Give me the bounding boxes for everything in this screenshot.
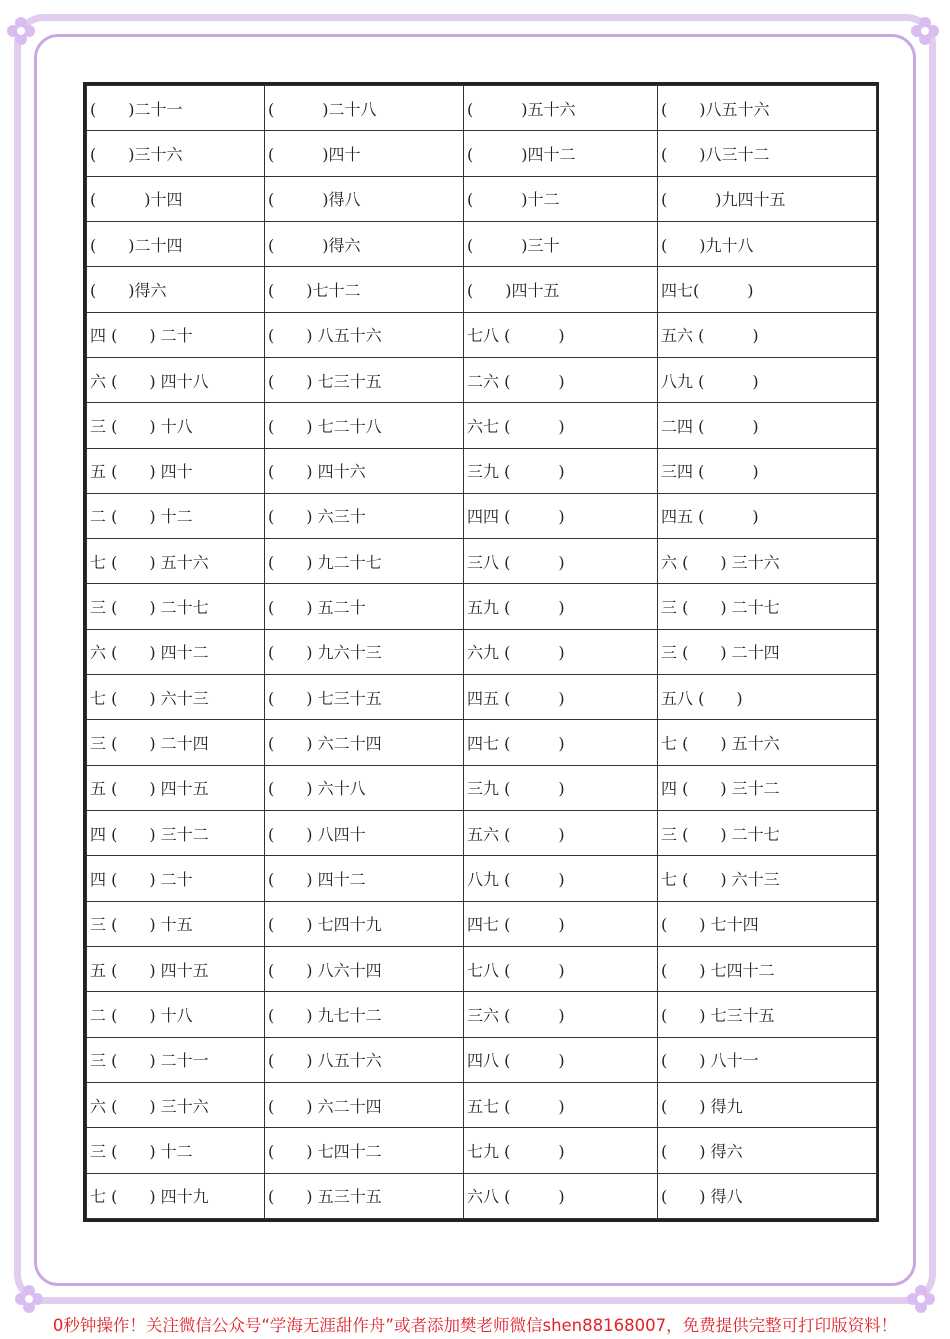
table-cell: ( ) 九七十二 — [265, 992, 464, 1037]
table-row — [87, 675, 877, 720]
table-cell: ( )二十八 — [265, 86, 464, 131]
table-row — [87, 901, 877, 946]
table-row — [87, 811, 877, 856]
table-cell: ( ) 七二十八 — [265, 403, 464, 448]
flower-icon — [14, 1284, 44, 1314]
table-cell: 五 ( ) 四十五 — [87, 946, 265, 991]
table-cell: 七 ( ) 五十六 — [658, 720, 877, 765]
table-cell: ( )三十 — [464, 221, 658, 266]
table-cell: 二六 ( ) — [464, 357, 658, 402]
table-cell: ( ) 得六 — [658, 1128, 877, 1173]
table-cell: 六 ( ) 三十六 — [87, 1082, 265, 1127]
table-cell: 三九 ( ) — [464, 448, 658, 493]
table-cell: ( ) 八四十 — [265, 811, 464, 856]
table-cell: ( ) 六二十四 — [265, 720, 464, 765]
table-cell: ( ) 四十六 — [265, 448, 464, 493]
table-cell: ( ) 八十一 — [658, 1037, 877, 1082]
table-row — [87, 584, 877, 629]
table-cell: 三 ( ) 十五 — [87, 901, 265, 946]
table-cell: 七八 ( ) — [464, 946, 658, 991]
table-cell: 六九 ( ) — [464, 629, 658, 674]
table-cell: 四 ( ) 三十二 — [87, 811, 265, 856]
table-cell: ( )二十一 — [87, 86, 265, 131]
table-row — [87, 403, 877, 448]
table-row — [87, 357, 877, 402]
table-cell: ( )九十八 — [658, 221, 877, 266]
table-cell: ( )得六 — [87, 267, 265, 312]
table-row — [87, 856, 877, 901]
table-cell: ( ) 八五十六 — [265, 1037, 464, 1082]
table-cell: 五六 ( ) — [658, 312, 877, 357]
table-row — [87, 992, 877, 1037]
table-cell: ( ) 九六十三 — [265, 629, 464, 674]
table-cell: 四 ( ) 二十 — [87, 856, 265, 901]
table-cell: ( ) 得八 — [658, 1173, 877, 1219]
table-cell: ( ) 四十二 — [265, 856, 464, 901]
table-cell: 八九 ( ) — [658, 357, 877, 402]
table-cell: 五 ( ) 四十 — [87, 448, 265, 493]
table-cell: 五七 ( ) — [464, 1082, 658, 1127]
table-row — [87, 176, 877, 221]
table-cell: ( )二十四 — [87, 221, 265, 266]
table-row — [87, 131, 877, 176]
table-cell: 四五 ( ) — [464, 675, 658, 720]
table-cell: ( )四十二 — [464, 131, 658, 176]
table-cell: 三 ( ) 二十四 — [87, 720, 265, 765]
table-row — [87, 86, 877, 131]
table-cell: 六 ( ) 四十二 — [87, 629, 265, 674]
table-cell: 四七( ) — [658, 267, 877, 312]
table-cell: ( ) 七十四 — [658, 901, 877, 946]
table-cell: ( ) 七四十二 — [265, 1128, 464, 1173]
table-cell: ( )八三十二 — [658, 131, 877, 176]
table-cell: 五六 ( ) — [464, 811, 658, 856]
table-cell: ( )五十六 — [464, 86, 658, 131]
table-cell: ( )七十二 — [265, 267, 464, 312]
table-cell: 四四 ( ) — [464, 493, 658, 538]
table-cell: ( ) 七三十五 — [265, 675, 464, 720]
flower-icon — [910, 16, 940, 46]
table-cell: 七 ( ) 六十三 — [87, 675, 265, 720]
table-row — [87, 1037, 877, 1082]
table-cell: 二 ( ) 十八 — [87, 992, 265, 1037]
table-cell: 七 ( ) 四十九 — [87, 1173, 265, 1219]
table-cell: 六八 ( ) — [464, 1173, 658, 1219]
table-row — [87, 1128, 877, 1173]
table-cell: ( ) 七三十五 — [658, 992, 877, 1037]
table-cell: ( ) 七四十九 — [265, 901, 464, 946]
table-cell: ( ) 九二十七 — [265, 539, 464, 584]
worksheet-table — [83, 82, 879, 1222]
table-row — [87, 493, 877, 538]
table-cell: 三 ( ) 二十七 — [658, 584, 877, 629]
table-cell: 四五 ( ) — [658, 493, 877, 538]
table-cell: 八九 ( ) — [464, 856, 658, 901]
table-cell: ( )四十五 — [464, 267, 658, 312]
table-row — [87, 629, 877, 674]
table-cell: 三 ( ) 二十一 — [87, 1037, 265, 1082]
table-cell: ( ) 六二十四 — [265, 1082, 464, 1127]
multiplication-table — [86, 85, 877, 1219]
table-cell: ( )十二 — [464, 176, 658, 221]
table-cell: ( ) 六十八 — [265, 765, 464, 810]
table-cell: ( )三十六 — [87, 131, 265, 176]
table-cell: 二 ( ) 十二 — [87, 493, 265, 538]
table-cell: ( )九四十五 — [658, 176, 877, 221]
table-cell: 六七 ( ) — [464, 403, 658, 448]
table-cell: 三 ( ) 二十七 — [658, 811, 877, 856]
table-row — [87, 221, 877, 266]
table-cell: ( )得六 — [265, 221, 464, 266]
table-cell: 三九 ( ) — [464, 765, 658, 810]
table-cell: 五八 ( ) — [658, 675, 877, 720]
table-cell: 六 ( ) 四十八 — [87, 357, 265, 402]
table-cell: 六 ( ) 三十六 — [658, 539, 877, 584]
table-cell: ( ) 七四十二 — [658, 946, 877, 991]
table-cell: 二四 ( ) — [658, 403, 877, 448]
table-cell: ( ) 六三十 — [265, 493, 464, 538]
table-row — [87, 539, 877, 584]
table-row — [87, 267, 877, 312]
table-cell: 三 ( ) 二十七 — [87, 584, 265, 629]
table-cell: ( )得八 — [265, 176, 464, 221]
table-cell: 七 ( ) 五十六 — [87, 539, 265, 584]
table-cell: 三六 ( ) — [464, 992, 658, 1037]
table-cell: 五 ( ) 四十五 — [87, 765, 265, 810]
table-cell: 七 ( ) 六十三 — [658, 856, 877, 901]
table-cell: ( )四十 — [265, 131, 464, 176]
table-row — [87, 946, 877, 991]
table-row — [87, 765, 877, 810]
table-cell: ( ) 五二十 — [265, 584, 464, 629]
table-cell: ( )八五十六 — [658, 86, 877, 131]
table-cell: 三四 ( ) — [658, 448, 877, 493]
table-cell: 七八 ( ) — [464, 312, 658, 357]
table-row — [87, 1082, 877, 1127]
table-row — [87, 1173, 877, 1219]
table-cell: 三八 ( ) — [464, 539, 658, 584]
table-row — [87, 448, 877, 493]
table-cell: 四 ( ) 三十二 — [658, 765, 877, 810]
table-cell: ( ) 五三十五 — [265, 1173, 464, 1219]
table-cell: 三 ( ) 十二 — [87, 1128, 265, 1173]
table-cell: 四八 ( ) — [464, 1037, 658, 1082]
table-cell: ( ) 八六十四 — [265, 946, 464, 991]
table-cell: 五九 ( ) — [464, 584, 658, 629]
table-cell: 三 ( ) 二十四 — [658, 629, 877, 674]
table-row — [87, 312, 877, 357]
table-cell: ( ) 七三十五 — [265, 357, 464, 402]
table-row — [87, 720, 877, 765]
worksheet-rows — [87, 86, 877, 1219]
table-cell: ( )十四 — [87, 176, 265, 221]
table-cell: 七九 ( ) — [464, 1128, 658, 1173]
table-cell: ( ) 得九 — [658, 1082, 877, 1127]
footer-notice: 0秒钟操作！关注微信公众号“学海无涯甜作舟”或者添加樊老师微信shen88168007，免费提供完整可打印版资料！ — [52, 1316, 898, 1335]
table-cell: 四七 ( ) — [464, 901, 658, 946]
table-cell: 三 ( ) 十八 — [87, 403, 265, 448]
table-cell: 四 ( ) 二十 — [87, 312, 265, 357]
flower-icon — [6, 16, 36, 46]
table-cell: ( ) 八五十六 — [265, 312, 464, 357]
flower-icon — [906, 1284, 936, 1314]
table-cell: 四七 ( ) — [464, 720, 658, 765]
